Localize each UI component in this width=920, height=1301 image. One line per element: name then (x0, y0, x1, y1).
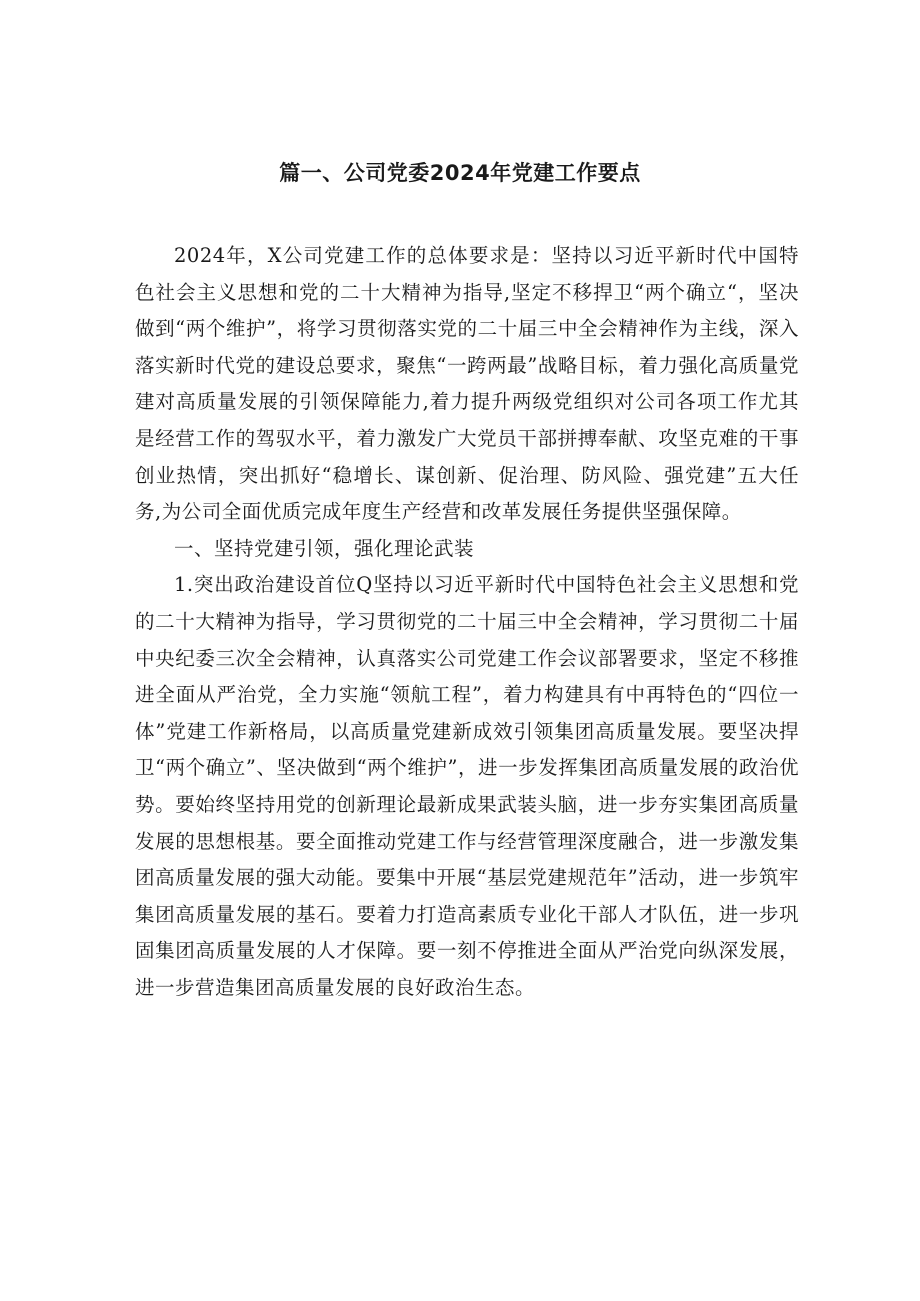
section-heading-1: 一、坚持党建引领，强化理论武装 (174, 536, 475, 560)
paragraph-item-1: 1.突出政治建设首位Q坚持以习近平新时代中国特色社会主义思想和党的二十大精神为指导，学习贯彻党的二十届三中全会精神，学习贯彻二十届中央纪委三次全会精神，认真落实公司党建工作会议部署要求，坚定不移推进全面从严治党，全力实施“领航工程”，着力构建具有中再特色的“四位一体”党建工作新格局，以高质量党建新成效引领集团高质量发展。要坚决捍卫“两个确立”、坚决做到“两个维护”，进一步发挥集团高质量发展的政治优势。要始终坚持用党的创新理论最新成果武装头脑，进一步夯实集团高质量发展的思想根基。要全面推动党建工作与经营管理深度融合，进一步激发集团高质量发展的强大动能。要集中开展“基层党建规范年”活动，进一步筑牢集团高质量发展的基石。要着力打造高素质专业化干部人才队伍，进一步巩固集团高质量发展的人才保障。要一刻不停推进全面从严治党向纵深发展，进一步营造集团高质量发展的良好政治生态。 (135, 573, 799, 999)
document-title: 篇一、公司党委2024年党建工作要点 (279, 161, 641, 185)
document-body (135, 238, 799, 1006)
paragraph-general-requirements: 2024年，X公司党建工作的总体要求是：坚持以习近平新时代中国特色社会主义思想和党的二十大精神为指导,坚定不移捍卫“两个确立“，坚决做到“两个维护”，将学习贯彻落实党的二十届三中全会精神作为主线，深入落实新时代党的建设总要求，聚焦“一跨两最”战略目标，着力强化高质量党建对高质量发展的引领保障能力,着力提升两级党组织对公司各项工作尤其是经营工作的驾驭水平，着力激发广大党员干部拼搏奉献、攻坚克难的干事创业热情，突出抓好“稳增长、谋创新、促治理、防风险、强党建”五大任务,为公司全面优质完成年度生产经营和改革发展任务提供坚强保障。 (135, 244, 799, 524)
